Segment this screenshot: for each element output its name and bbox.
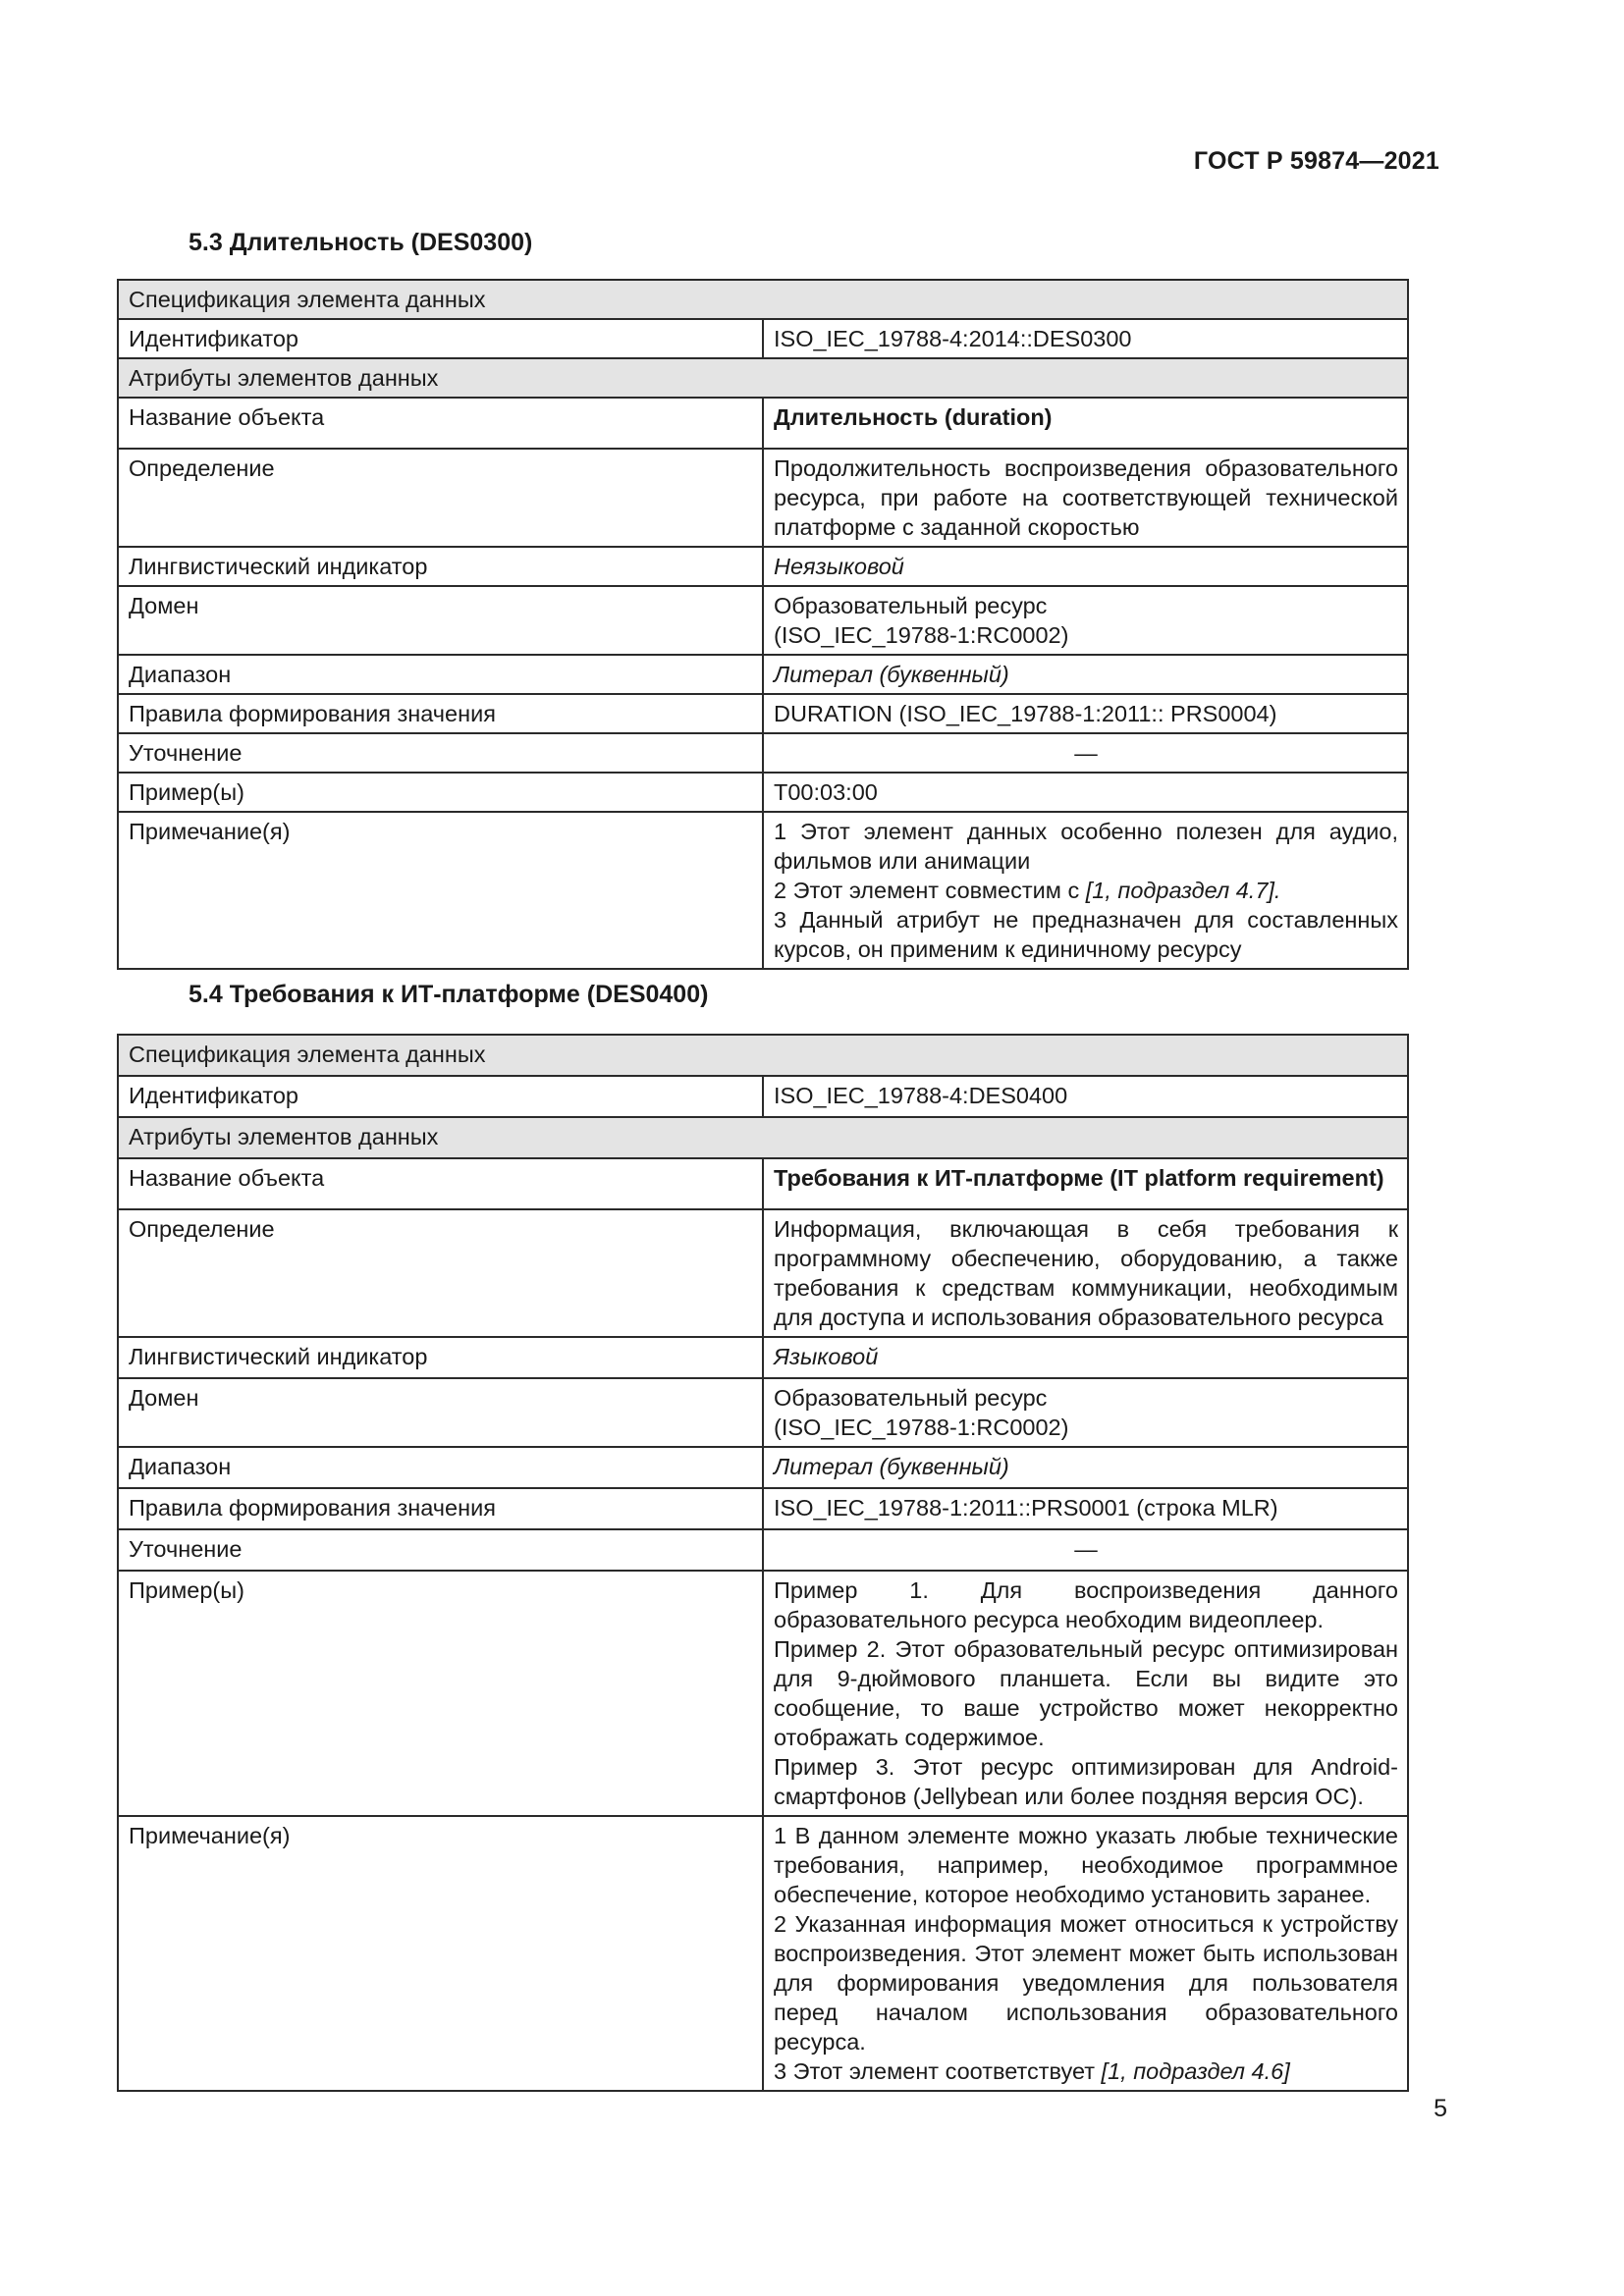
notes-label: Примечание(я) [118,1816,763,2091]
refinement-value: — [763,1529,1408,1571]
table-row-value-rules [118,694,1408,733]
table-row-domain [118,586,1408,655]
domain-value [763,586,1408,655]
identifier-label: Идентификатор [118,1076,763,1117]
example-3: Пример 3. Этот ресурс оптимизирован для Android-смартфонов (Jellybean или более поздняя версия ОС). [774,1754,1398,1809]
note-2-reference: [1, подраздел 4.7]. [1085,878,1281,903]
domain-label: Домен [118,1378,763,1447]
note-3 [774,2056,1398,2086]
table-row-identifier [118,1076,1408,1117]
document-code: ГОСТ Р 59874—2021 [1193,147,1439,175]
table-row-domain [118,1378,1408,1447]
table-row-refinement [118,1529,1408,1571]
object-name-label: Название объекта [118,1158,763,1209]
table-row-definition [118,449,1408,547]
note-1: 1 В данном элементе можно указать любые технические требования, например, необходимое программное обеспечение, которое необходимо установить заранее. [774,1823,1398,1907]
notes-value [763,1816,1408,2091]
object-name-label: Название объекта [118,398,763,449]
spec-table-it-platform [117,1034,1409,2092]
definition-label: Определение [118,449,763,547]
examples-value [763,1571,1408,1816]
table-row-examples [118,1571,1408,1816]
table-row-spec-title [118,280,1408,319]
table-row-object-name [118,398,1408,449]
table-row-spec-title [118,1035,1408,1076]
table-row-range [118,1447,1408,1488]
object-name-value: Требования к ИТ-платформе (IT platform requirement) [763,1158,1408,1209]
note-3: 3 Данный атрибут не предназначен для составленных курсов, он применим к единичному ресурсу [774,907,1398,962]
table-row-attributes-title [118,1117,1408,1158]
note-2: 2 Указанная информация может относиться к устройству воспроизведения. Этот элемент может быть использован для формирования уведомления для пользователя перед началом использования образовательного ресурса. [774,1911,1398,2055]
refinement-value: — [763,733,1408,773]
range-label: Диапазон [118,1447,763,1488]
spec-table-duration [117,279,1409,970]
domain-line-2: (ISO_IEC_19788-1:RC0002) [774,1415,1069,1440]
value-rules-label: Правила формирования значения [118,1488,763,1529]
object-name-value: Длительность (duration) [763,398,1408,449]
table-row-linguistic-indicator [118,547,1408,586]
section-heading-it-platform: 5.4 Требования к ИТ-платформе (DES0400) [189,981,709,1008]
table-row-refinement [118,733,1408,773]
examples-value: Т00:03:00 [763,773,1408,812]
identifier-label: Идентификатор [118,319,763,358]
domain-line-1: Образовательный ресурс [774,593,1048,618]
table-row-notes [118,812,1408,969]
domain-value [763,1378,1408,1447]
value-rules-value: DURATION (ISO_IEC_19788-1:2011:: PRS0004) [763,694,1408,733]
note-1: 1 Этот элемент данных особенно полезен для аудио, фильмов или анимации [774,819,1398,874]
domain-label: Домен [118,586,763,655]
definition-label: Определение [118,1209,763,1337]
note-3-reference: [1, подраздел 4.6] [1101,2058,1290,2084]
attributes-title-cell: Атрибуты элементов данных [118,1117,1408,1158]
note-3-text: 3 Этот элемент соответствует [774,2058,1102,2084]
table-row-definition [118,1209,1408,1337]
linguistic-indicator-label: Лингвистический индикатор [118,547,763,586]
table-row-identifier [118,319,1408,358]
spec-title-cell: Спецификация элемента данных [118,1035,1408,1076]
table-row-range [118,655,1408,694]
linguistic-indicator-value: Языковой [763,1337,1408,1378]
domain-line-1: Образовательный ресурс [774,1385,1048,1411]
notes-value [763,812,1408,969]
range-value: Литерал (буквенный) [763,655,1408,694]
refinement-label: Уточнение [118,1529,763,1571]
identifier-value: ISO_IEC_19788-4:DES0400 [763,1076,1408,1117]
table-row-value-rules [118,1488,1408,1529]
section-heading-duration: 5.3 Длительность (DES0300) [189,229,533,256]
linguistic-indicator-label: Лингвистический индикатор [118,1337,763,1378]
note-2 [774,876,1398,905]
range-value: Литерал (буквенный) [763,1447,1408,1488]
value-rules-value: ISO_IEC_19788-1:2011::PRS0001 (строка MLR) [763,1488,1408,1529]
example-1: Пример 1. Для воспроизведения данного образовательного ресурса необходим видеоплеер. [774,1577,1398,1632]
table-row-examples [118,773,1408,812]
table-row-attributes-title [118,358,1408,398]
table-row-linguistic-indicator [118,1337,1408,1378]
linguistic-indicator-value: Неязыковой [763,547,1408,586]
notes-label: Примечание(я) [118,812,763,969]
identifier-value: ISO_IEC_19788-4:2014::DES0300 [763,319,1408,358]
refinement-label: Уточнение [118,733,763,773]
range-label: Диапазон [118,655,763,694]
spec-title-cell: Спецификация элемента данных [118,280,1408,319]
table-row-object-name [118,1158,1408,1209]
domain-line-2: (ISO_IEC_19788-1:RC0002) [774,622,1069,648]
examples-label: Пример(ы) [118,773,763,812]
example-2: Пример 2. Этот образовательный ресурс оптимизирован для 9-дюймового планшета. Если вы видите это сообщение, то ваше устройство может некорректно отображать содержимое. [774,1636,1398,1750]
definition-value: Информация, включающая в себя требования к программному обеспечению, оборудованию, а также требования к средствам коммуникации, необходимым для доступа и использования образовательного ресурса [763,1209,1408,1337]
value-rules-label: Правила формирования значения [118,694,763,733]
examples-label: Пример(ы) [118,1571,763,1816]
page-number: 5 [1434,2095,1447,2122]
table-row-notes [118,1816,1408,2091]
definition-value: Продолжительность воспроизведения образовательного ресурса, при работе на соответствующей технической платформе с заданной скоростью [763,449,1408,547]
attributes-title-cell: Атрибуты элементов данных [118,358,1408,398]
note-2-text: 2 Этот элемент совместим с [774,878,1086,903]
